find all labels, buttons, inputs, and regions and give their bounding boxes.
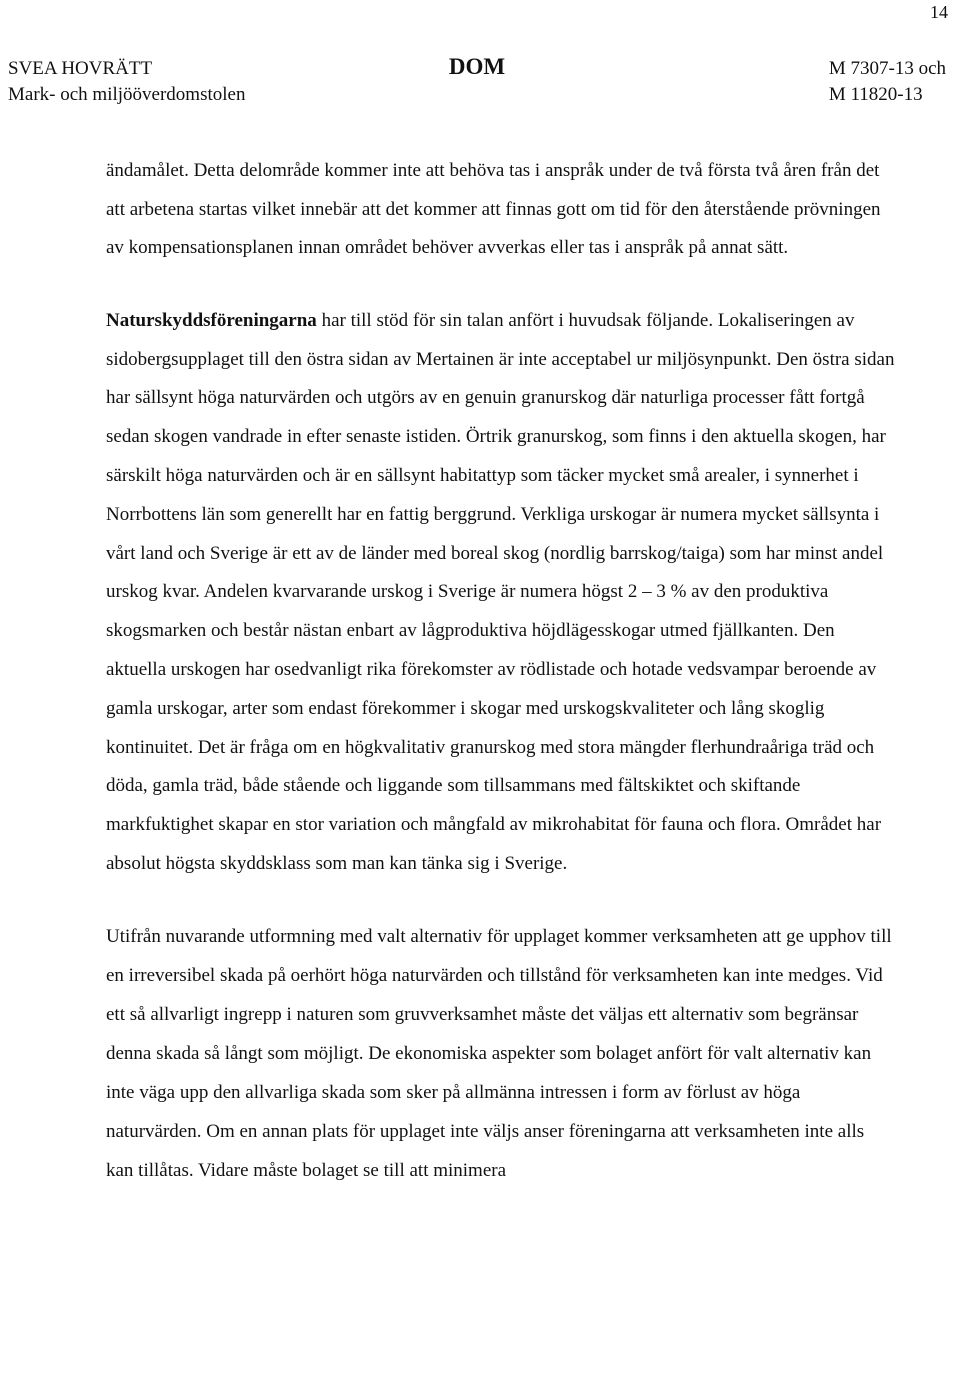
document-body [106, 152, 896, 1190]
party-name: Naturskyddsföreningarna [106, 309, 317, 331]
court-division: Mark- och miljööverdomstolen [8, 84, 246, 105]
paragraph-naturskydd [106, 302, 896, 884]
document-type: DOM [448, 54, 506, 79]
document-header [8, 56, 946, 108]
case-number-1: M 7307-13 och [828, 58, 946, 79]
page-number: 14 [930, 2, 948, 22]
paragraph-naturskydd-text: har till stöd för sin talan anfört i huvudsak följande. Lokaliseringen av sidobergsupplaget till den östra sidan av Mertainen är inte acceptabel ur miljösynpunkt. Den östra sidan har sällsynt höga naturvärden och utgörs av en genuin granurskog där naturliga processer fått fortgå sedan skogen vandrade in efter senaste istiden. Örtrik granurskog, som finns i den aktuella skogen, har särskilt höga naturvärden och är en sällsynt habitattyp som täcker mycket små arealer, i synnerhet i Norrbottens län som generellt har en fattig berggrund. Verkliga urskogar är numera mycket sällsynta i vårt land och Sverige är ett av de länder med boreal skog (nordlig barrskog/taiga) som har minst andel urskog kvar. Andelen kvarvarande urskog i Sverige är numera högst 2 – 3 % av den produktiva skogsmarken och består nästan enbart av lågproduktiva höjdlägesskogar utmed fjällkanten. Den aktuella urskogen har osedvanligt rika förekomster av rödlistade och hotade vedsvampar beroende av gamla urskogar, arter som endast förekommer i skogar med urskogskvaliteter och lång skoglig kontinuitet. Det är fråga om en högkvalitativ granurskog med stora mängder flerhundraåriga träd och döda, gamla träd, både stående och liggande som tillsammans med fältskiktet och skiftande markfuktighet skapar en stor variation och mångfald av mikrohabitat för fauna och flora. Området har absolut högsta skyddsklass som man kan tänka sig i Sverige. [106, 309, 895, 874]
paragraph-conclusion: Utifrån nuvarande utformning med valt alternativ för upplaget kommer verksamheten att ge upphov till en irreversibel skada på oerhört höga naturvärden och tillstånd för verksamheten kan inte medges. Vid ett så allvarligt ingrepp i naturen som gruvverksamhet måste det väljas ett alternativ som begränsar denna skada så långt som möjligt. De ekonomiska aspekter som bolaget anfört för valt alternativ kan inte väga upp den allvarliga skada som sker på allmänna intressen i form av förlust av höga naturvärden. Om en annan plats för upplaget inte väljs anser föreningarna att verksamheten inte alls kan tillåtas. Vidare måste bolaget se till att minimera [106, 925, 892, 1181]
paragraph-intro: ändamålet. Detta delområde kommer inte att behöva tas i anspråk under de två första två åren från det att arbetena startas vilket innebär att det kommer att finnas gott om tid för den återstående prövningen av kompensationsplanen innan området behöver avverkas eller tas i anspråk på annat sätt. [106, 160, 881, 259]
case-number-2: M 11820-13 [828, 84, 923, 105]
case-number-block [829, 56, 946, 108]
court-name: SVEA HOVRÄTT [8, 58, 153, 79]
